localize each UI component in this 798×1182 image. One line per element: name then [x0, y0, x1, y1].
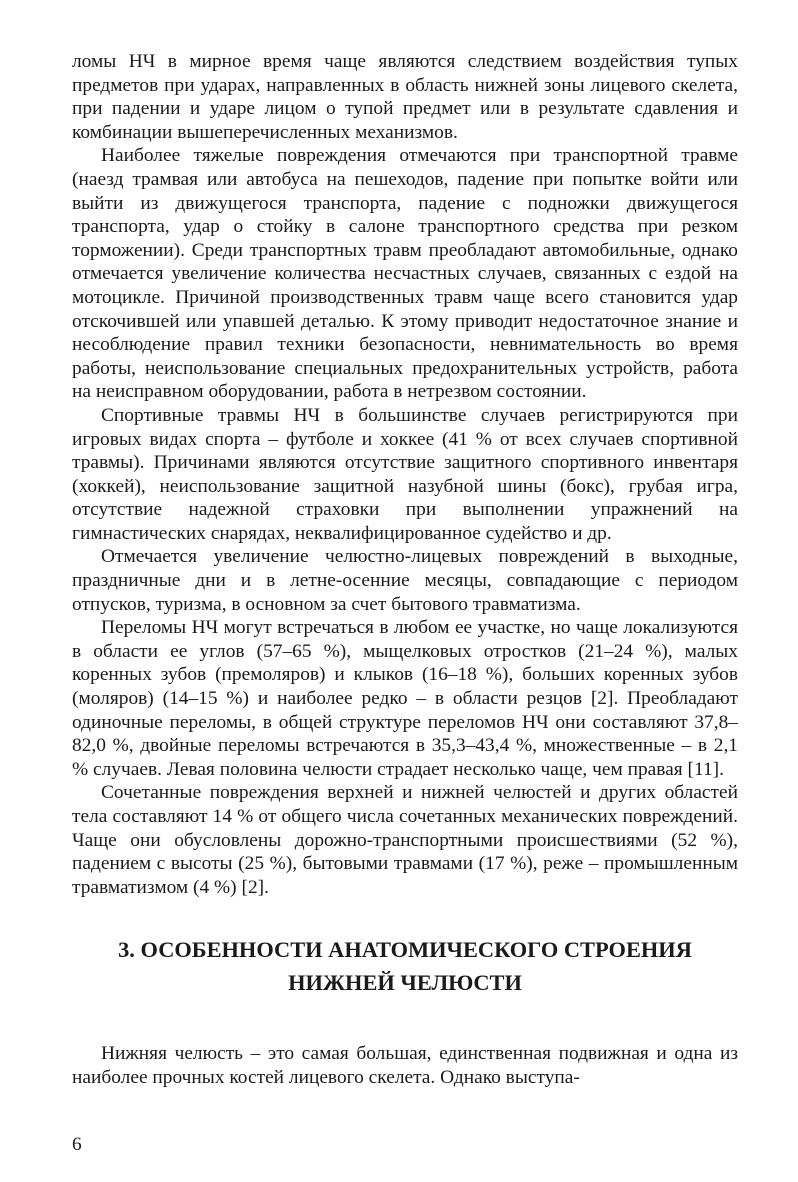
page-body	[72, 50, 738, 1090]
paragraph-sports-injuries: Спортивные травмы НЧ в большинстве случаев регистрируются при игровых видах спорта – футболе и хоккее (41 % от всех случаев спортивной травмы). Причинами являются отсутствие защитного спортивного инвентаря (хоккей), неиспользование защитной назубной шины (бокс), грубая игра, отсутствие надежной страховки при выполнении упражнений на гимнастических снарядах, неквалифицированное судейство и др.	[72, 404, 738, 544]
page-number: 6	[72, 1134, 82, 1155]
paragraph-combined-injuries: Сочетанные повреждения верхней и нижней челюстей и других областей тела составляют 14 % от общего числа сочетанных механических повреждений. Чаще они обусловлены дорожно-транспортными происшествиями (52 %), падением с высоты (25 %), бытовыми травмами (17 %), реже – промышленным травматизмом (4 %) [2].	[72, 782, 738, 898]
section-heading-line-2: НИЖНЕЙ ЧЕЛЮСТИ	[288, 970, 522, 996]
paragraph-continuation: ломы НЧ в мирное время чаще являются следствием воздействия тупых предметов при ударах, направленных в область нижней зоны лицевого скелета, при падении и ударе лицом о тупой предмет или в результате сдавления и комбинации вышеперечисленных механизмов.	[72, 51, 738, 143]
section-heading	[72, 933, 738, 999]
paragraph-mandible-intro: Нижняя челюсть – это самая большая, единственная подвижная и одна из наиболее прочных костей лицевого скелета. Однако выступа-	[72, 1043, 738, 1088]
section-heading-line-1: 3. ОСОБЕННОСТИ АНАТОМИЧЕСКОГО СТРОЕНИЯ	[118, 937, 692, 963]
paragraph-transport-injuries: Наиболее тяжелые повреждения отмечаются при транспортной травме (наезд трамвая или автобуса на пешеходов, падение при попытке войти или выйти из движущегося транспорта, падение с подножки движущегося транспорта, удар о стойку в салоне транспортного средства при резком торможении). Среди транспортных травм преобладают автомобильные, однако отмечается увеличение количества несчастных случаев, связанных с ездой на мотоцикле. Причиной производственных травм чаще всего становится удар отскочившей или упавшей деталью. К этому приводит недостаточное знание и несоблюдение правил техники безопасности, невнимательность во время работы, неиспользование специальных предохранительных устройств, работа на неисправном оборудовании, работа в нетрезвом состоянии.	[72, 145, 738, 403]
paragraph-seasonal-increase: Отмечается увеличение челюстно-лицевых повреждений в выходные, праздничные дни и в летне-осенние месяцы, совпадающие с периодом отпусков, туризма, в основном за счет бытового травматизма.	[72, 546, 738, 615]
paragraph-fracture-locations: Переломы НЧ могут встречаться в любом ее участке, но чаще локализуются в области ее углов (57–65 %), мыщелковых отростков (21–24 %), малых коренных зубов (премоляров) и клыков (16–18 %), больших коренных зубов (моляров) (14–15 %) и наиболее редко – в области резцов [2]. Преобладают одиночные переломы, в общей структуре переломов НЧ они составляют 37,8–82,0 %, двойные переломы встречаются в 35,3–43,4 %, множественные – в 2,1 % случаев. Левая половина челюсти страдает несколько чаще, чем правая [11].	[72, 617, 738, 780]
